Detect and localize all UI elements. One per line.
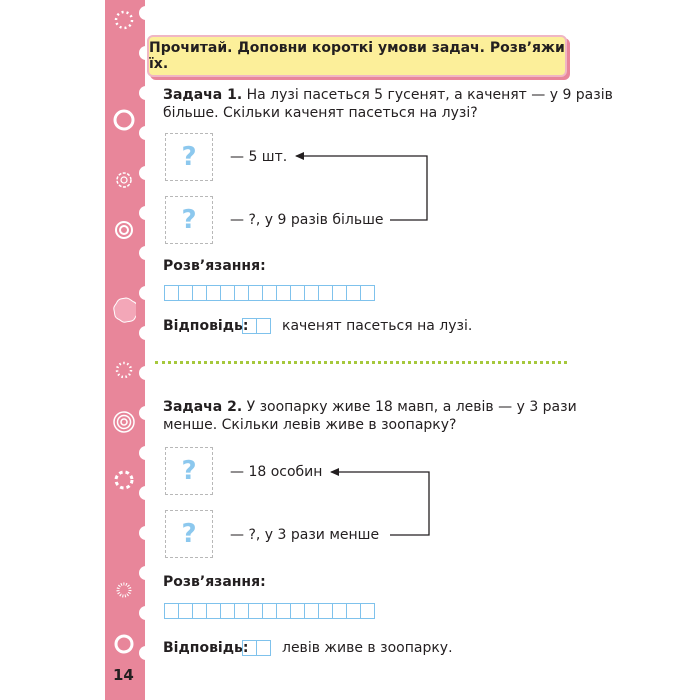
page-number: 14 bbox=[113, 666, 134, 684]
task1-solution-label: Розв’язання: bbox=[163, 258, 266, 274]
question-mark-icon: ? bbox=[181, 142, 197, 172]
task2-condition-1: — 18 особин bbox=[230, 464, 323, 480]
task1-condition-1: — 5 шт. bbox=[230, 149, 288, 165]
question-mark-icon: ? bbox=[181, 519, 197, 549]
task1-answer-text: каченят пасеться на лузі. bbox=[282, 318, 473, 334]
task1-condition-2: — ?, у 9 разів більше bbox=[230, 212, 384, 228]
task1-answer-label: Відповідь: bbox=[163, 318, 249, 334]
task2-text-line2: менше. Скільки левів живе в зоопарку? bbox=[163, 417, 457, 433]
task2-label: Задача 2. bbox=[163, 399, 243, 415]
task2-answer-text: левів живе в зоопарку. bbox=[282, 640, 453, 656]
task2-text-line1: У зоопарку живе 18 мавп, а левів — у 3 рази bbox=[246, 399, 577, 415]
task1-arrow bbox=[296, 156, 427, 220]
task1-label: Задача 1. bbox=[163, 87, 243, 103]
task2-answer-label: Відповідь: bbox=[163, 640, 249, 656]
instruction-text: Прочитай. Доповни короткі умови задач. Розв’яжи їх. bbox=[149, 40, 565, 72]
question-mark-icon: ? bbox=[181, 205, 197, 235]
task1-text-line1: На лузі пасеться 5 гусенят, а каченят — у 9 разів bbox=[246, 87, 613, 103]
task2-solution-label: Розв’язання: bbox=[163, 574, 266, 590]
question-mark-icon: ? bbox=[181, 456, 197, 486]
task2-arrow bbox=[331, 472, 429, 535]
task2-condition-2: — ?, у 3 рази менше bbox=[230, 527, 380, 543]
task1-text-line2: більше. Скільки каченят пасеться на лузі? bbox=[163, 105, 478, 121]
